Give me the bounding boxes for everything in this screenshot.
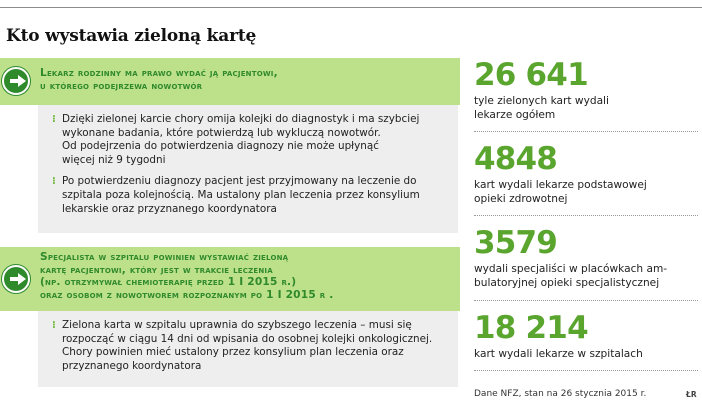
stat-label	[474, 179, 698, 206]
item-line: więcej niż 9 tygodni	[62, 153, 166, 166]
section-2-heading-line: kartę pacjentowi, który jest w trakcie leczenia	[40, 263, 273, 276]
dotted-bullet-icon: ⁝	[52, 176, 56, 188]
section-1-heading-band	[0, 58, 460, 105]
dotted-bullet-icon: ⁝	[52, 114, 56, 125]
arrow-right-circle-icon	[2, 265, 30, 293]
item-line: szpitala poza kolejnością. Ma ustalony plan leczenia przez konsylium	[62, 188, 420, 201]
item-line: Zielona karta w szpitalu uprawnia do szybszego leczenia – musi się	[62, 319, 412, 331]
page-title: Kto wystawia zieloną kartę	[6, 26, 257, 46]
stat-label-line: wydali specjaliści w placówkach am-	[474, 263, 668, 276]
section-1-item-1	[52, 113, 448, 167]
divider	[474, 300, 698, 301]
author-credit: ŁR	[686, 390, 697, 399]
stat-label-line: tyle zielonych kart wydali	[474, 95, 609, 107]
stat-value: 18 214	[474, 309, 588, 346]
dotted-bullet-icon: ⁝	[52, 320, 56, 331]
stat-label	[474, 348, 698, 362]
section-1-heading	[40, 67, 440, 92]
section-2-item-1	[52, 319, 448, 373]
section-1-panel	[38, 105, 458, 233]
stat-value: 4848	[474, 141, 558, 178]
section-2-heading-line: oraz osobom z nowotworem rozpoznanym po 1 I 2015 r .	[40, 288, 334, 301]
item-line: przyznanego koordynatora	[62, 359, 202, 372]
stat-value: 26 641	[474, 57, 588, 93]
divider	[474, 215, 698, 216]
section-2-panel	[38, 311, 458, 387]
stat-primary-care	[474, 142, 698, 216]
sections-column	[0, 58, 460, 387]
item-line: wykonane badania, które potwierdzą lub wykluczą nowotwór.	[62, 126, 381, 139]
item-line: Po potwierdzeniu diagnozy pacjent jest przyjmowany na leczenie do	[62, 175, 417, 188]
item-line: Dzięki zielonej karcie chory omija kolejki do diagnostyk i ma szybciej	[62, 113, 420, 125]
stat-hospitals	[474, 311, 698, 372]
stat-label-line: opieki zdrowotnej	[474, 192, 568, 205]
item-line: Od podejrzenia do potwierdzenia diagnozy nie może upłynąć	[62, 140, 379, 153]
section-2-heading-line: Specjalista w szpitalu powinien wystawiać zieloną	[40, 251, 289, 263]
item-line: Chory powinien mieć ustalony przez konsylium plan leczenia oraz	[62, 346, 404, 359]
top-rule	[0, 0, 702, 8]
divider	[474, 370, 698, 371]
item-line: lekarskie oraz przyznanego koordynatora	[62, 202, 277, 215]
stat-label-line: lekarze ogółem	[474, 108, 556, 121]
section-2-heading	[40, 251, 440, 301]
section-1-item-2	[52, 175, 448, 216]
stat-specialists	[474, 226, 698, 300]
stat-label-line: kart wydali lekarze podstawowej	[474, 179, 647, 192]
section-1-heading-line: Lekarz rodzinny ma prawo wydać ją pacjentowi,	[40, 67, 278, 79]
divider	[474, 131, 698, 132]
item-line: rozpocząć w ciągu 14 dni od wpisania do osobnej kolejki onkologicznej.	[62, 332, 433, 345]
section-1-heading-line: u którego podejrzewa nowotwór	[40, 79, 203, 92]
section-2-heading-line: (np. otrzymywał chemioterapię przed 1 I 2015 r.)	[40, 276, 297, 289]
stat-label-line: bulatoryjnej opieki specjalistycznej	[474, 276, 660, 289]
section-2-heading-band	[0, 247, 460, 311]
stats-column	[474, 58, 698, 381]
stat-value: 3579	[474, 225, 558, 262]
stat-label-line: kart wydali lekarze w szpitalach	[474, 347, 643, 360]
stat-total	[474, 58, 698, 132]
arrow-right-circle-icon	[2, 67, 30, 95]
stat-label	[474, 95, 698, 122]
stat-label	[474, 263, 698, 290]
source-note: Dane NFZ, stan na 26 stycznia 2015 r.	[474, 389, 647, 399]
